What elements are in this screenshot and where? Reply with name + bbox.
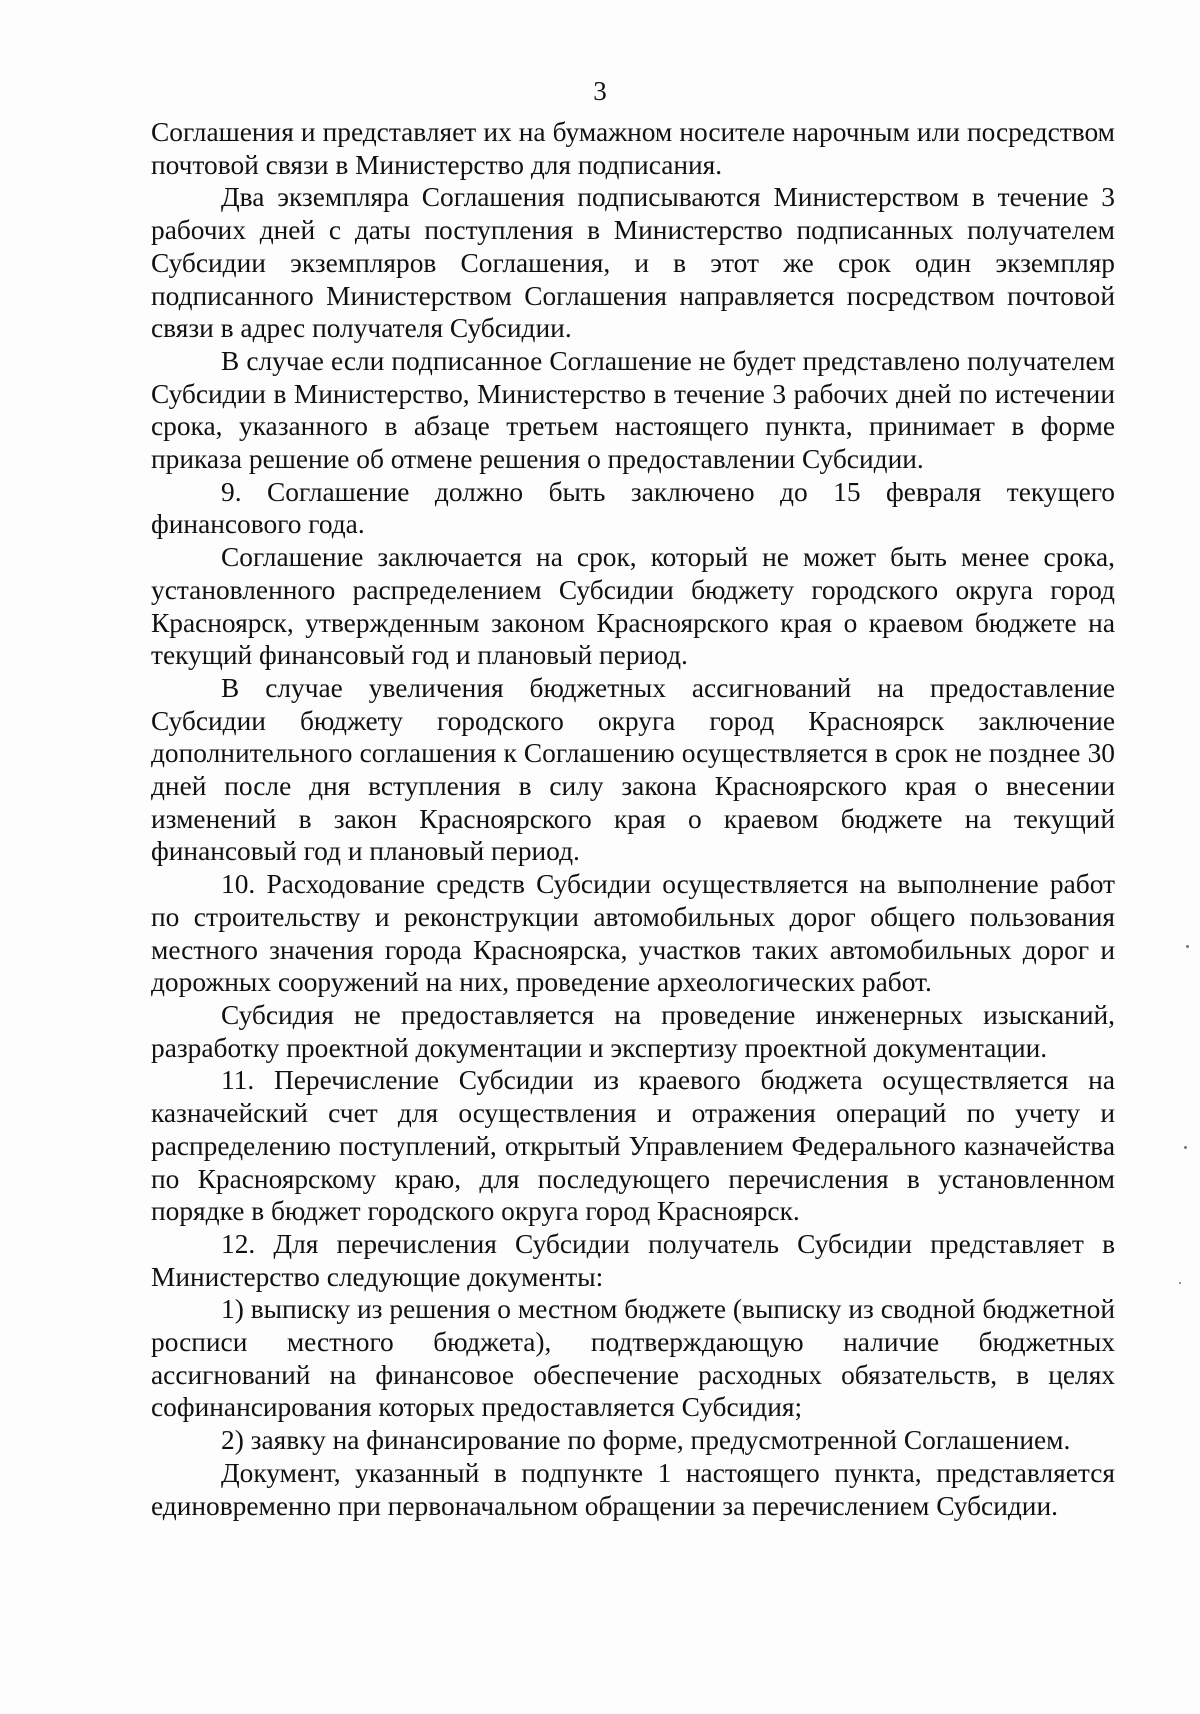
paragraph: В случае увеличения бюджетных ассигнований на предоставление Субсидии бюджету городского округа город Красноярск заключение дополнительного соглашения к Соглашению осуществляется в срок не позднее 30 дней после дня вступления в силу закона Красноярского края о внесении изменений в закон Красноярского края о краевом бюджете на текущий финансовый год и плановый период. bbox=[151, 672, 1115, 867]
paragraph-item-9: 9. Соглашение должно быть заключено до 15 февраля текущего финансового года. bbox=[151, 476, 1115, 540]
paragraph: В случае если подписанное Соглашение не будет представлено получателем Субсидии в Министерство, Министерство в течение 3 рабочих дней по истечении срока, указанного в абзаце третьем настоящего пункта, принимает в форме приказа решение об отмене решения о предоставлении Субсидии. bbox=[151, 345, 1115, 475]
scan-speck bbox=[1179, 1282, 1181, 1284]
paragraph-item-12: 12. Для перечисления Субсидии получатель Субсидии представляет в Министерство следующие документы: bbox=[151, 1228, 1115, 1292]
scan-speck bbox=[1184, 1146, 1187, 1149]
paragraph-item-10: 10. Расходование средств Субсидии осуществляется на выполнение работ по строительству и реконструкции автомобильных дорог общего пользования местного значения города Красноярска, участков таких автомобильных дорог и дорожных сооружений на них, проведение археологических работ. bbox=[151, 869, 1115, 998]
scan-speck bbox=[1186, 945, 1189, 948]
paragraph-item-11: 11. Перечисление Субсидии из краевого бюджета осуществляется на казначейский счет для осуществления и отражения операций по учету и распределению поступлений, открытый Управлением Федерального казначейства по Красноярскому краю, для последующего перечисления в установленном порядке в бюджет городского округа город Красноярск. bbox=[151, 1065, 1115, 1227]
document-body bbox=[151, 116, 1115, 1522]
subitem-2: 2) заявку на финансирование по форме, предусмотренной Соглашением. bbox=[221, 1425, 1071, 1456]
paragraph: Субсидия не предоставляется на проведение инженерных изысканий, разработку проектной документации и экспертизу проектной документации. bbox=[151, 999, 1115, 1063]
paragraph: Два экземпляра Соглашения подписываются Министерством в течение 3 рабочих дней с даты поступления в Министерство подписанных получателем Субсидии экземпляров Соглашения, и в этот же срок один экземпляр подписанного Министерством Соглашения направляется посредством почтовой связи в адрес получателя Субсидии. bbox=[151, 182, 1115, 344]
paragraph: Соглашения и представляет их на бумажном носителе нарочным или посредством почтовой связи в Министерство для подписания. bbox=[151, 117, 1115, 180]
subitem-1: 1) выписку из решения о местном бюджете (выписку из сводной бюджетной росписи местного бюджета), подтверждающую наличие бюджетных ассигнований на финансовое обеспечение расходных обязательств, в целях софинансирования которых предоставляется Субсидия; bbox=[151, 1294, 1115, 1423]
paragraph: Документ, указанный в подпункте 1 настоящего пункта, представляется единовременно при первоначальном обращении за перечислением Субсидии. bbox=[151, 1457, 1115, 1521]
page-number: 3 bbox=[593, 76, 607, 106]
paragraph: Соглашение заключается на срок, который не может быть менее срока, установленного распределением Субсидии бюджету городского округа город Красноярск, утвержденным законом Красноярского края о краевом бюджете на текущий финансовый год и плановый период. bbox=[151, 542, 1115, 671]
